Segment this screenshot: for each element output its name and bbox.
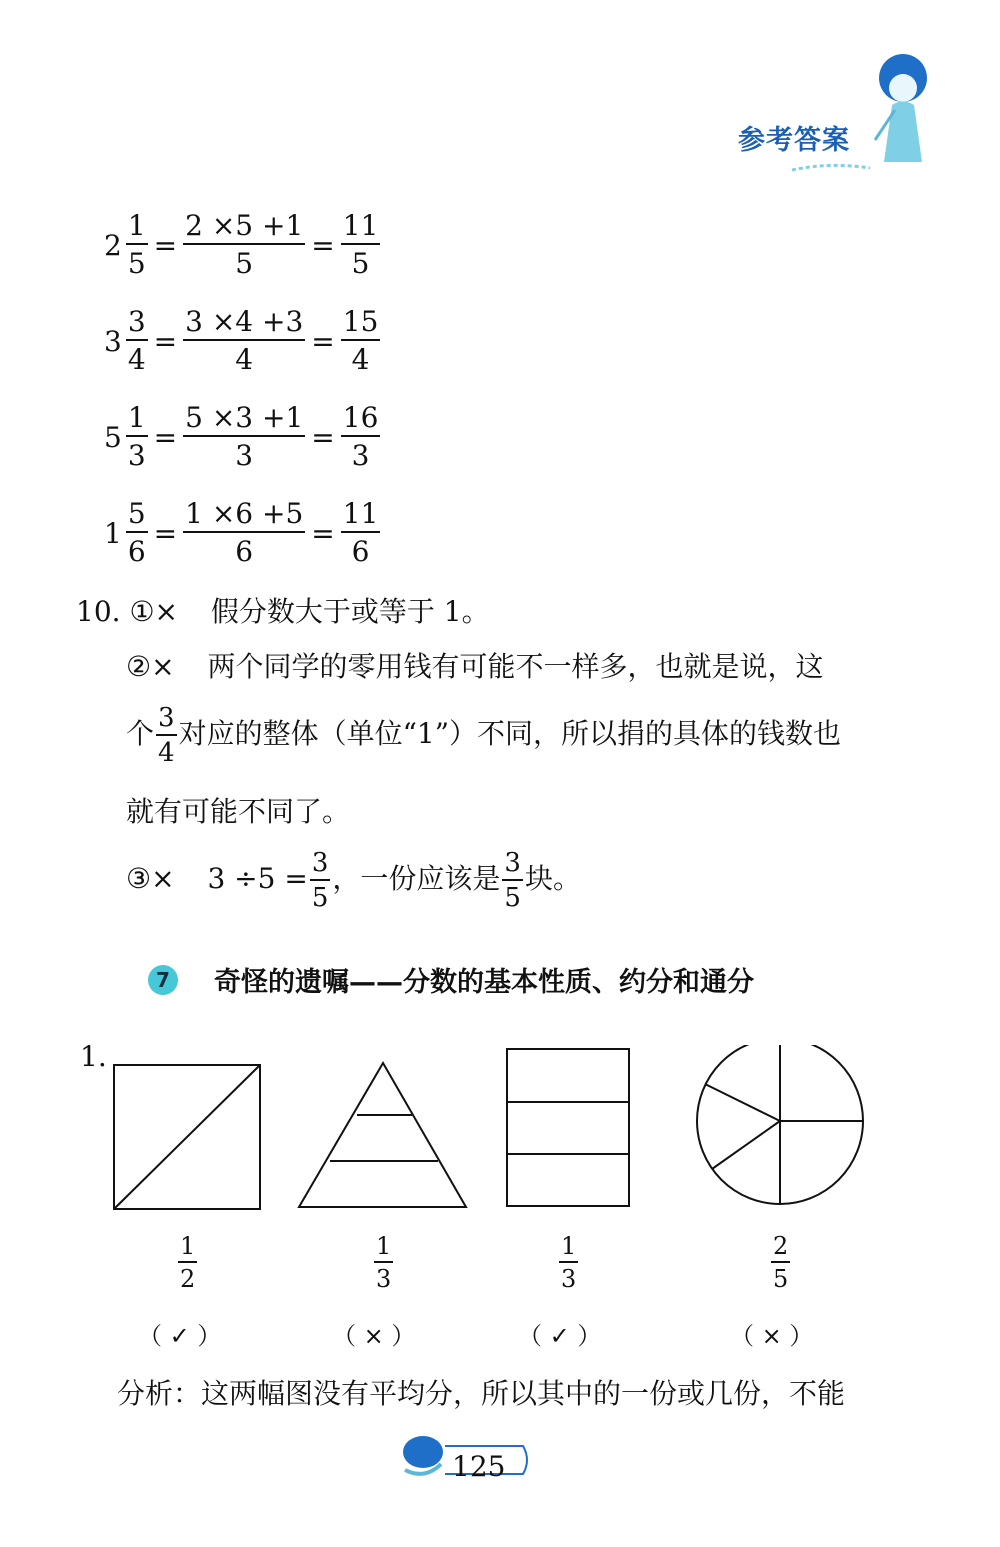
frac-num: 2 ×5 +1 <box>183 212 305 245</box>
equals-sign: = <box>311 516 335 550</box>
answer-mark: （ ✓ ） <box>518 1322 602 1350</box>
frac-num: 1 <box>126 212 148 245</box>
inline-fraction <box>502 850 523 911</box>
whole-number: 1 <box>104 516 122 550</box>
q1-shapes <box>100 1045 880 1220</box>
answer-mark: （ × ） <box>730 1322 814 1350</box>
frac-den: 3 <box>235 439 254 472</box>
frac-den: 5 <box>311 883 329 913</box>
frac-den: 4 <box>351 343 370 376</box>
frac-num: 1 <box>559 1234 578 1263</box>
whole-number: 3 <box>104 324 122 358</box>
equation-row <box>104 397 380 477</box>
frac-den: 3 <box>127 439 146 472</box>
frac-den: 3 <box>351 439 370 472</box>
frac-num: 11 <box>341 500 381 533</box>
frac-den: 5 <box>773 1265 789 1293</box>
q10-expr: 3 ÷5 = <box>207 862 308 895</box>
equals-sign: = <box>311 324 335 358</box>
q10-item3 <box>126 850 581 911</box>
inline-fraction <box>156 705 177 766</box>
section-heading <box>148 960 754 999</box>
q10-item2-line1 <box>126 645 823 685</box>
frac-den: 3 <box>376 1265 392 1293</box>
frac-num: 11 <box>341 212 381 245</box>
girl-illustration <box>780 50 940 180</box>
header-title: 参考答案 <box>738 125 850 156</box>
answer-mark: （ × ） <box>332 1322 416 1350</box>
frac-num: 1 <box>374 1234 393 1263</box>
equation-row <box>104 493 380 573</box>
section-number-badge: 7 <box>148 965 178 995</box>
frac-num: 1 <box>178 1234 197 1263</box>
frac-den: 5 <box>504 883 521 913</box>
equals-sign: = <box>153 324 178 358</box>
frac-den: 5 <box>235 247 254 280</box>
shape-fraction <box>374 1234 393 1291</box>
q10-item1 <box>76 590 490 630</box>
frac-den: 6 <box>235 535 254 568</box>
square-diagonal-figure <box>114 1065 260 1209</box>
frac-num: 16 <box>341 404 381 437</box>
frac-num: 3 <box>126 308 148 341</box>
whole-number: 2 <box>104 228 122 262</box>
frac-den: 2 <box>180 1265 196 1293</box>
equation-row <box>104 301 380 381</box>
equals-sign: = <box>153 420 178 454</box>
q10-text-2b-prefix: 个 <box>126 717 155 750</box>
q10-label: 10. <box>76 595 121 628</box>
frac-den: 3 <box>561 1265 577 1293</box>
triangle-bands-figure <box>299 1063 466 1207</box>
frac-num: 1 <box>126 404 148 437</box>
circle-parts-figure <box>697 1045 863 1204</box>
q10-tail: 块。 <box>524 862 581 895</box>
frac-den: 6 <box>351 535 370 568</box>
frac-den: 6 <box>127 535 146 568</box>
q10-text-2b-suffix: 对应的整体（单位“1”）不同，所以捐的具体的钱数也 <box>178 717 842 750</box>
frac-den: 5 <box>351 247 370 280</box>
frac-den: 4 <box>158 738 175 768</box>
frac-num: 1 ×6 +5 <box>183 500 305 533</box>
frac-num: 3 <box>156 705 177 736</box>
analysis-text: 分析：这两幅图没有平均分，所以其中的一份或几份，不能 <box>117 1377 846 1410</box>
section-title: 奇怪的遗嘱——分数的基本性质、约分和通分 <box>214 967 754 998</box>
q1-label: 1. <box>80 1040 107 1073</box>
whole-number: 5 <box>104 420 122 454</box>
shape-fraction <box>559 1234 578 1291</box>
frac-num: 3 <box>502 850 523 881</box>
frac-num: 15 <box>341 308 381 341</box>
q10-text-3: ，一份应该是 <box>332 862 501 895</box>
q10-marker-3: ③× <box>126 862 175 895</box>
equals-sign: = <box>153 228 178 262</box>
q10-text-1: 假分数大于或等于 1。 <box>210 595 490 628</box>
equals-sign: = <box>311 228 335 262</box>
shape-fraction <box>771 1234 790 1291</box>
frac-num: 3 ×4 +3 <box>183 308 305 341</box>
q10-marker-2: ②× <box>126 650 175 683</box>
inline-fraction <box>310 850 331 911</box>
equals-sign: = <box>311 420 335 454</box>
q10-marker-1: ①× <box>129 595 178 628</box>
frac-num: 3 <box>310 850 331 881</box>
frac-den: 5 <box>127 247 146 280</box>
rectangle-rows-figure <box>507 1049 629 1206</box>
frac-num: 5 <box>126 500 148 533</box>
equals-sign: = <box>153 516 178 550</box>
frac-num: 2 <box>771 1234 790 1263</box>
answer-mark: （ ✓ ） <box>138 1322 222 1350</box>
frac-den: 4 <box>127 343 146 376</box>
page-number: 125 <box>452 1450 506 1483</box>
frac-den: 4 <box>235 343 254 376</box>
equation-row <box>104 205 380 285</box>
q10-item2-line2 <box>126 705 841 766</box>
frac-num: 5 ×3 +1 <box>183 404 305 437</box>
q10-item2-line3: 就有可能不同了。 <box>126 795 351 828</box>
q10-text-2a: 两个同学的零用钱有可能不一样多，也就是说，这 <box>207 650 824 683</box>
shape-fraction <box>178 1234 197 1291</box>
